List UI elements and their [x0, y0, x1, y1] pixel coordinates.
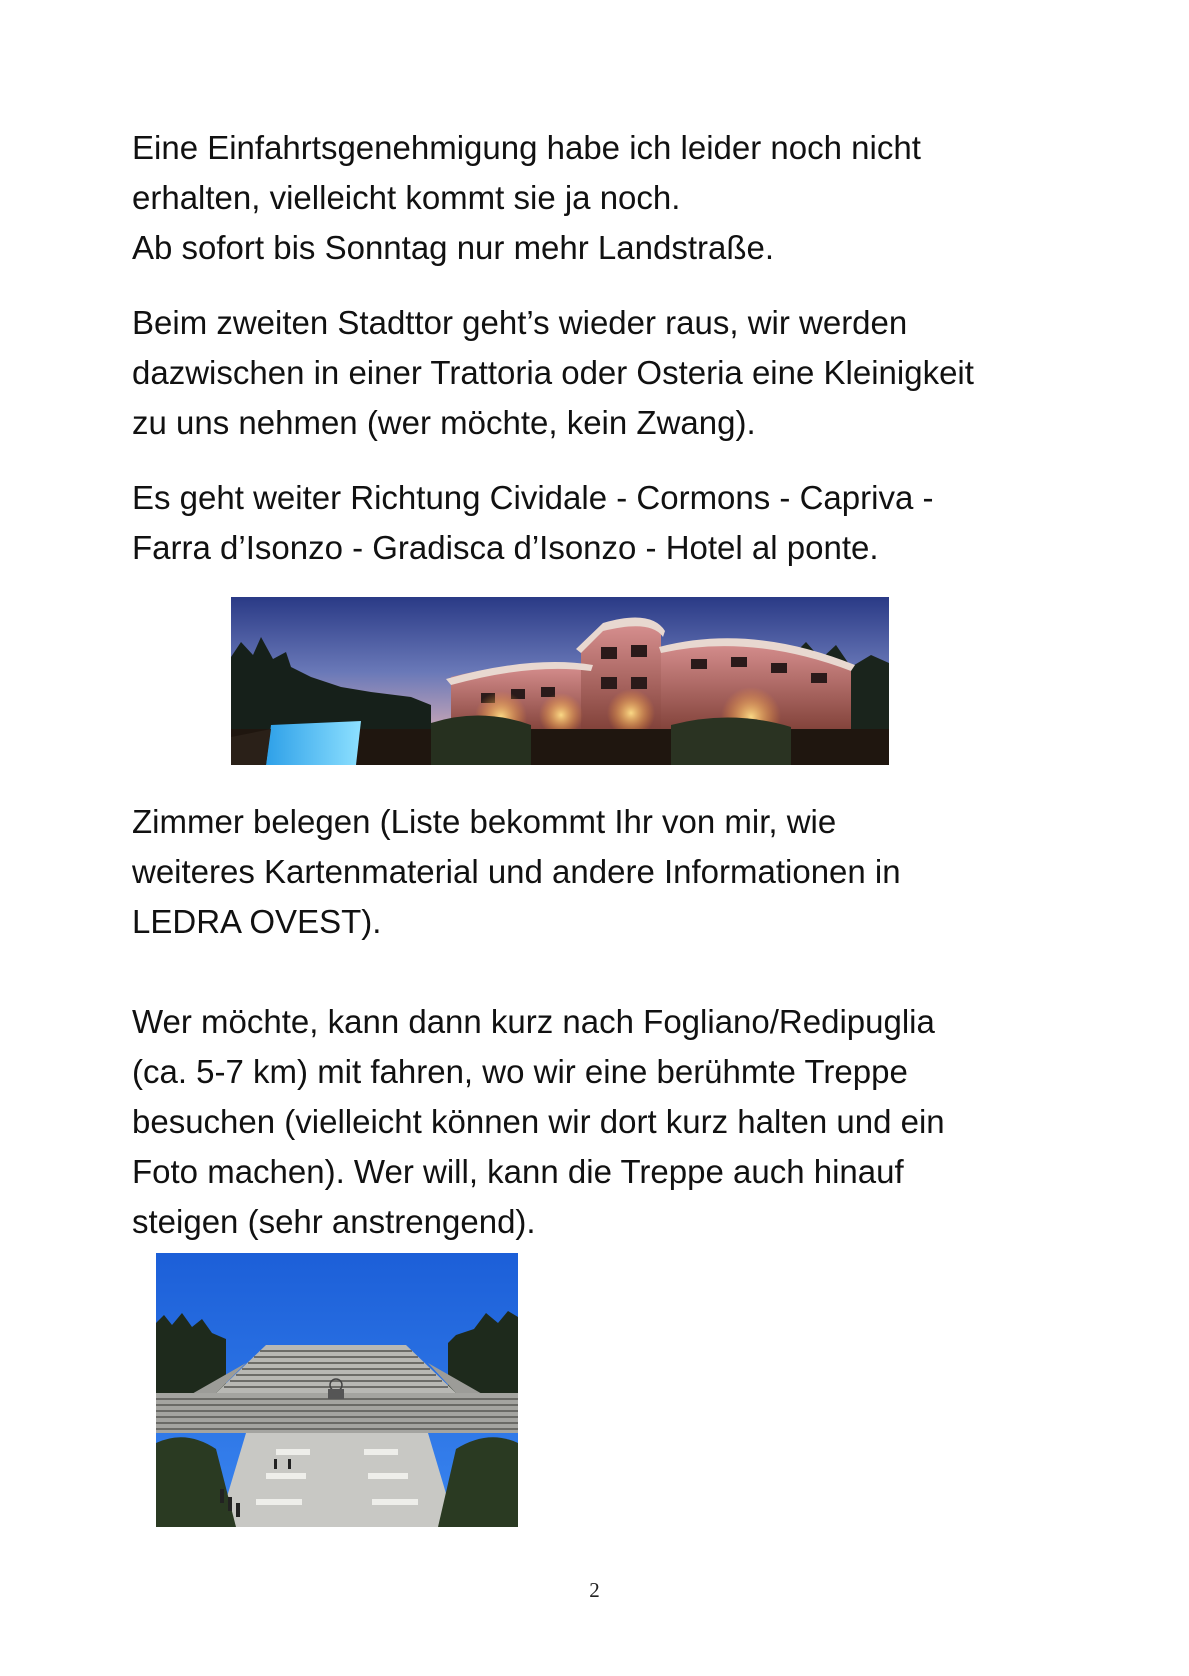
- text-line: Zimmer belegen (Liste bekommt Ihr von mir, wie: [132, 803, 837, 840]
- text-line: Wer möchte, kann dann kurz nach Fogliano/Redipuglia: [132, 1003, 935, 1040]
- hotel-illustration: [231, 597, 889, 765]
- stairs-photo: [156, 1253, 518, 1527]
- text-line: steigen (sehr anstrengend).: [132, 1203, 536, 1240]
- text-line: Beim zweiten Stadttor geht’s wieder raus, wir werden: [132, 304, 908, 341]
- paragraph-entry-permit: [132, 123, 921, 273]
- text-line: Eine Einfahrtsgenehmigung habe ich leider noch nicht: [132, 129, 921, 166]
- paragraph-rooms: [132, 797, 901, 947]
- text-line: Es geht weiter Richtung Cividale - Cormons - Capriva -: [132, 479, 934, 516]
- text-line: erhalten, vielleicht kommt sie ja noch.: [132, 179, 681, 216]
- paragraph-route: [132, 473, 933, 573]
- paragraph-city-gate: [132, 298, 974, 448]
- text-line: Ab sofort bis Sonntag nur mehr Landstraße.: [132, 229, 775, 266]
- text-line: (ca. 5-7 km) mit fahren, wo wir eine berühmte Treppe: [132, 1053, 908, 1090]
- memorial-stairs-illustration: [156, 1253, 518, 1527]
- page-number: 2: [589, 1578, 600, 1602]
- hotel-photo: [231, 597, 889, 765]
- text-line: Farra d’Isonzo - Gradisca d’Isonzo - Hotel al ponte.: [132, 529, 879, 566]
- text-line: LEDRA OVEST).: [132, 903, 382, 940]
- paragraph-redipuglia: [132, 997, 945, 1247]
- text-line: zu uns nehmen (wer möchte, kein Zwang).: [132, 404, 756, 441]
- text-line: Foto machen). Wer will, kann die Treppe auch hinauf: [132, 1153, 904, 1190]
- text-line: besuchen (vielleicht können wir dort kurz halten und ein: [132, 1103, 945, 1140]
- text-line: dazwischen in einer Trattoria oder Osteria eine Kleinigkeit: [132, 354, 974, 391]
- text-line: weiteres Kartenmaterial und andere Informationen in: [132, 853, 901, 890]
